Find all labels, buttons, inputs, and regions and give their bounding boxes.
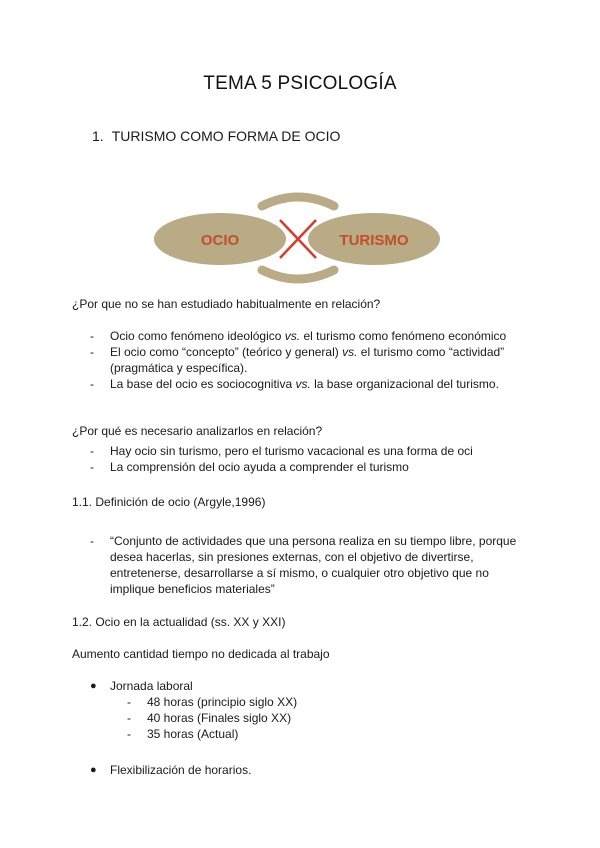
bullet-marker: ● xyxy=(90,680,97,692)
item-text: Jornada laboral xyxy=(110,679,193,693)
list-item xyxy=(90,443,530,459)
turismo-label: TURISMO xyxy=(339,232,409,249)
bullet-marker: ● xyxy=(90,764,97,776)
bullet-list-1 xyxy=(90,678,490,694)
item-text: La base del ocio es sociocognitiva xyxy=(110,377,296,391)
bullet-list-2 xyxy=(90,762,490,778)
dash-marker: - xyxy=(127,711,131,725)
quote-line: desea hacerlas, sin presiones externas, con el objetivo de divertirse, xyxy=(110,550,474,564)
dash-marker: - xyxy=(127,695,131,709)
list-item xyxy=(90,328,530,344)
item-text: La comprensión del ocio ayuda a comprender el turismo xyxy=(110,460,409,474)
list-item xyxy=(127,694,487,710)
item-text: Hay ocio sin turismo, pero el turismo vacacional es una forma de oci xyxy=(110,444,473,458)
list-item xyxy=(90,762,490,778)
dash-marker: - xyxy=(90,460,94,474)
list-item xyxy=(90,533,550,597)
item-text: el turismo como fenómeno económico xyxy=(300,329,507,343)
item-emphasis: vs. xyxy=(342,345,358,359)
item-text: 40 horas (Finales siglo XX) xyxy=(147,711,292,725)
list-item xyxy=(127,710,487,726)
list-item xyxy=(90,678,490,694)
subsection-1-1-heading: 1.1. Definición de ocio (Argyle,1996) xyxy=(72,495,266,509)
dash-marker: - xyxy=(90,534,94,548)
list-item xyxy=(90,376,530,392)
definition-quote xyxy=(90,533,550,597)
item-text: el turismo como “actividad” xyxy=(357,345,505,359)
item-text: Flexibilización de horarios. xyxy=(110,763,252,777)
paragraph-aumento: Aumento cantidad tiempo no dedicada al trabajo xyxy=(72,647,330,661)
item-emphasis: vs. xyxy=(284,329,301,343)
page-title: TEMA 5 PSICOLOGÍA xyxy=(203,73,397,94)
item-emphasis: vs. xyxy=(295,377,311,391)
list-item xyxy=(127,726,487,742)
dash-marker: - xyxy=(90,444,94,458)
item-text: Ocio como fenómeno ideológico xyxy=(110,329,285,343)
q1-list xyxy=(90,328,530,392)
item-text: (pragmática y específica). xyxy=(110,361,248,375)
ocio-label: OCIO xyxy=(200,232,240,249)
dash-marker: - xyxy=(90,329,94,343)
dash-marker: - xyxy=(127,727,131,741)
item-text: 48 horas (principio siglo XX) xyxy=(147,695,298,709)
dash-marker: - xyxy=(90,377,94,391)
item-text: 35 horas (Actual) xyxy=(147,727,239,741)
ocio-turismo-diagram xyxy=(148,190,450,286)
item-text: la base organizacional del turismo. xyxy=(310,377,499,391)
q2-list xyxy=(90,443,530,475)
section-number: 1. xyxy=(92,128,104,144)
list-item xyxy=(90,459,530,475)
jornada-sublist xyxy=(127,694,487,742)
question-1: ¿Por que no se han estudiado habitualmente en relación? xyxy=(72,297,381,311)
section-heading-text: TURISMO COMO FORMA DE OCIO xyxy=(111,128,341,144)
quote-line: “Conjunto de actividades que una persona realiza en su tiempo libre, porque xyxy=(110,534,517,548)
question-2: ¿Por qué es necesario analizarlos en relación? xyxy=(72,424,323,438)
dash-marker: - xyxy=(90,345,94,359)
subsection-1-2-heading: 1.2. Ocio en la actualidad (ss. XX y XXI) xyxy=(72,615,286,629)
section-heading-1 xyxy=(92,128,340,144)
item-text: El ocio como “concepto” (teórico y general) xyxy=(110,345,343,359)
list-item xyxy=(90,344,530,376)
quote-line: implique beneficios materiales” xyxy=(110,582,275,596)
quote-line: entretenerse, desarrollarse a sí mismo, o cualquier otro objetivo que no xyxy=(110,566,489,580)
